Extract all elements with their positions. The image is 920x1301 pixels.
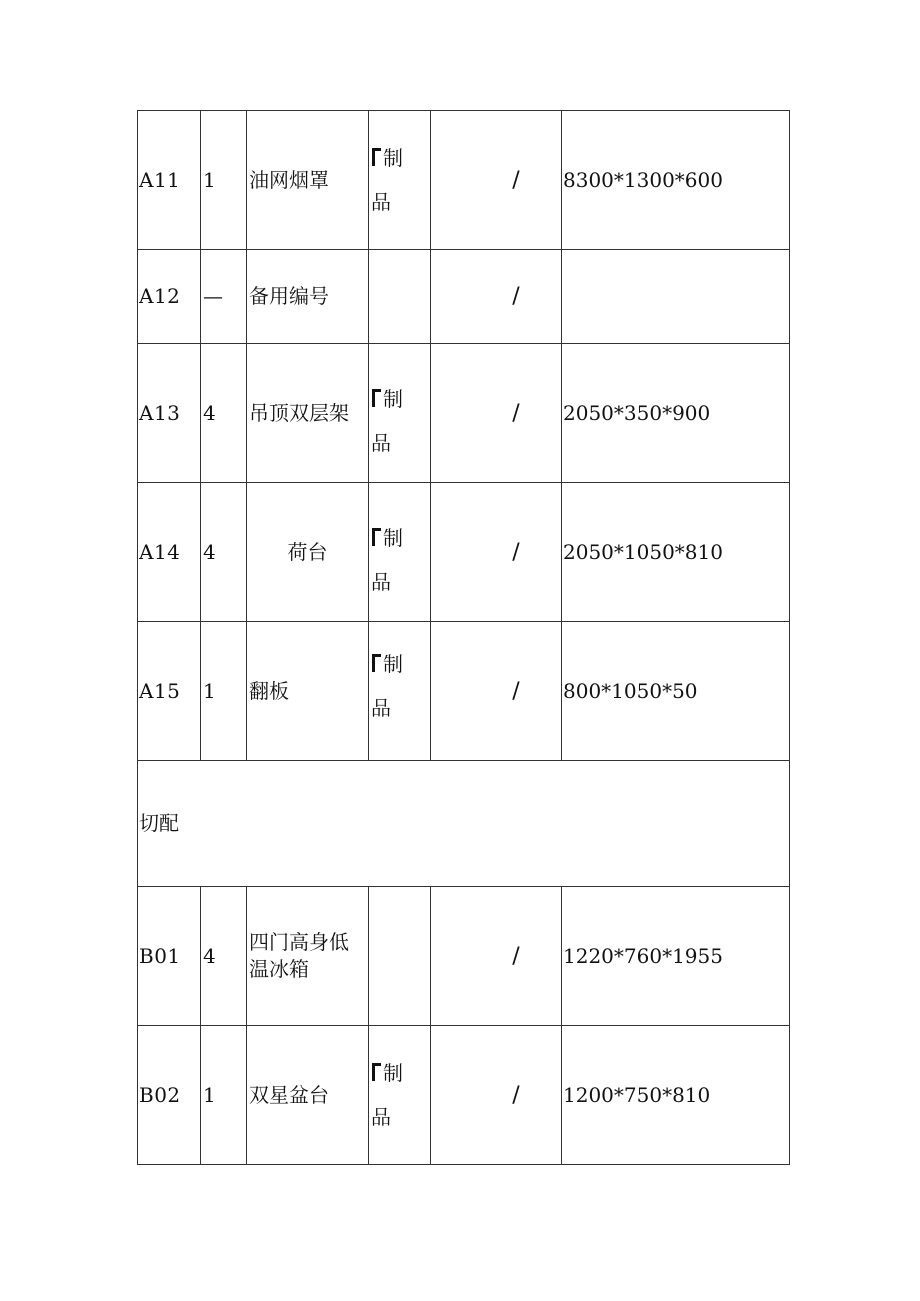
- section-label: 切配: [138, 761, 790, 887]
- table-row: [138, 344, 790, 483]
- item-code: B02: [138, 1026, 201, 1165]
- item-name: 翻板: [247, 622, 369, 761]
- item-name: 油网烟罩: [247, 111, 369, 250]
- table-row: [138, 1026, 790, 1165]
- bracket-mark-icon: [371, 1063, 383, 1081]
- item-qty: 4: [201, 483, 247, 622]
- bracket-mark-icon: [371, 654, 383, 672]
- item-qty: —: [201, 250, 247, 344]
- item-code: A15: [138, 622, 201, 761]
- item-name: 吊顶双层架: [247, 344, 369, 483]
- bracket-mark-icon: [371, 528, 383, 546]
- item-note: /: [431, 887, 562, 1026]
- item-type: 制 品: [369, 483, 431, 622]
- bracket-mark-icon: [371, 148, 383, 166]
- item-dimensions: 800*1050*50: [562, 622, 790, 761]
- section-row: [138, 761, 790, 887]
- item-dimensions: 1220*760*1955: [562, 887, 790, 1026]
- item-note: /: [431, 622, 562, 761]
- item-type: [369, 250, 431, 344]
- item-code: A12: [138, 250, 201, 344]
- table-row: [138, 111, 790, 250]
- item-type: 制 品: [369, 344, 431, 483]
- item-type: 制 品: [369, 622, 431, 761]
- item-qty: 1: [201, 111, 247, 250]
- table-row: [138, 622, 790, 761]
- item-code: A13: [138, 344, 201, 483]
- item-name: 荷台: [247, 483, 369, 622]
- item-name: 备用编号: [247, 250, 369, 344]
- item-note: /: [431, 250, 562, 344]
- item-name: 四门高身低 温冰箱: [247, 887, 369, 1026]
- bracket-mark-icon: [371, 389, 383, 407]
- item-note: /: [431, 1026, 562, 1165]
- table-row: [138, 887, 790, 1026]
- item-dimensions: 2050*350*900: [562, 344, 790, 483]
- item-qty: 4: [201, 344, 247, 483]
- item-note: /: [431, 483, 562, 622]
- item-note: /: [431, 344, 562, 483]
- item-type: [369, 887, 431, 1026]
- item-code: B01: [138, 887, 201, 1026]
- item-type: 制 品: [369, 1026, 431, 1165]
- item-code: A11: [138, 111, 201, 250]
- table-row: [138, 483, 790, 622]
- item-code: A14: [138, 483, 201, 622]
- equipment-table: [137, 110, 790, 1165]
- item-dimensions: 1200*750*810: [562, 1026, 790, 1165]
- item-note: /: [431, 111, 562, 250]
- item-dimensions: 2050*1050*810: [562, 483, 790, 622]
- item-dimensions: [562, 250, 790, 344]
- table-row: [138, 250, 790, 344]
- item-qty: 1: [201, 622, 247, 761]
- item-name: 双星盆台: [247, 1026, 369, 1165]
- item-qty: 1: [201, 1026, 247, 1165]
- item-type: 制 品: [369, 111, 431, 250]
- item-dimensions: 8300*1300*600: [562, 111, 790, 250]
- item-qty: 4: [201, 887, 247, 1026]
